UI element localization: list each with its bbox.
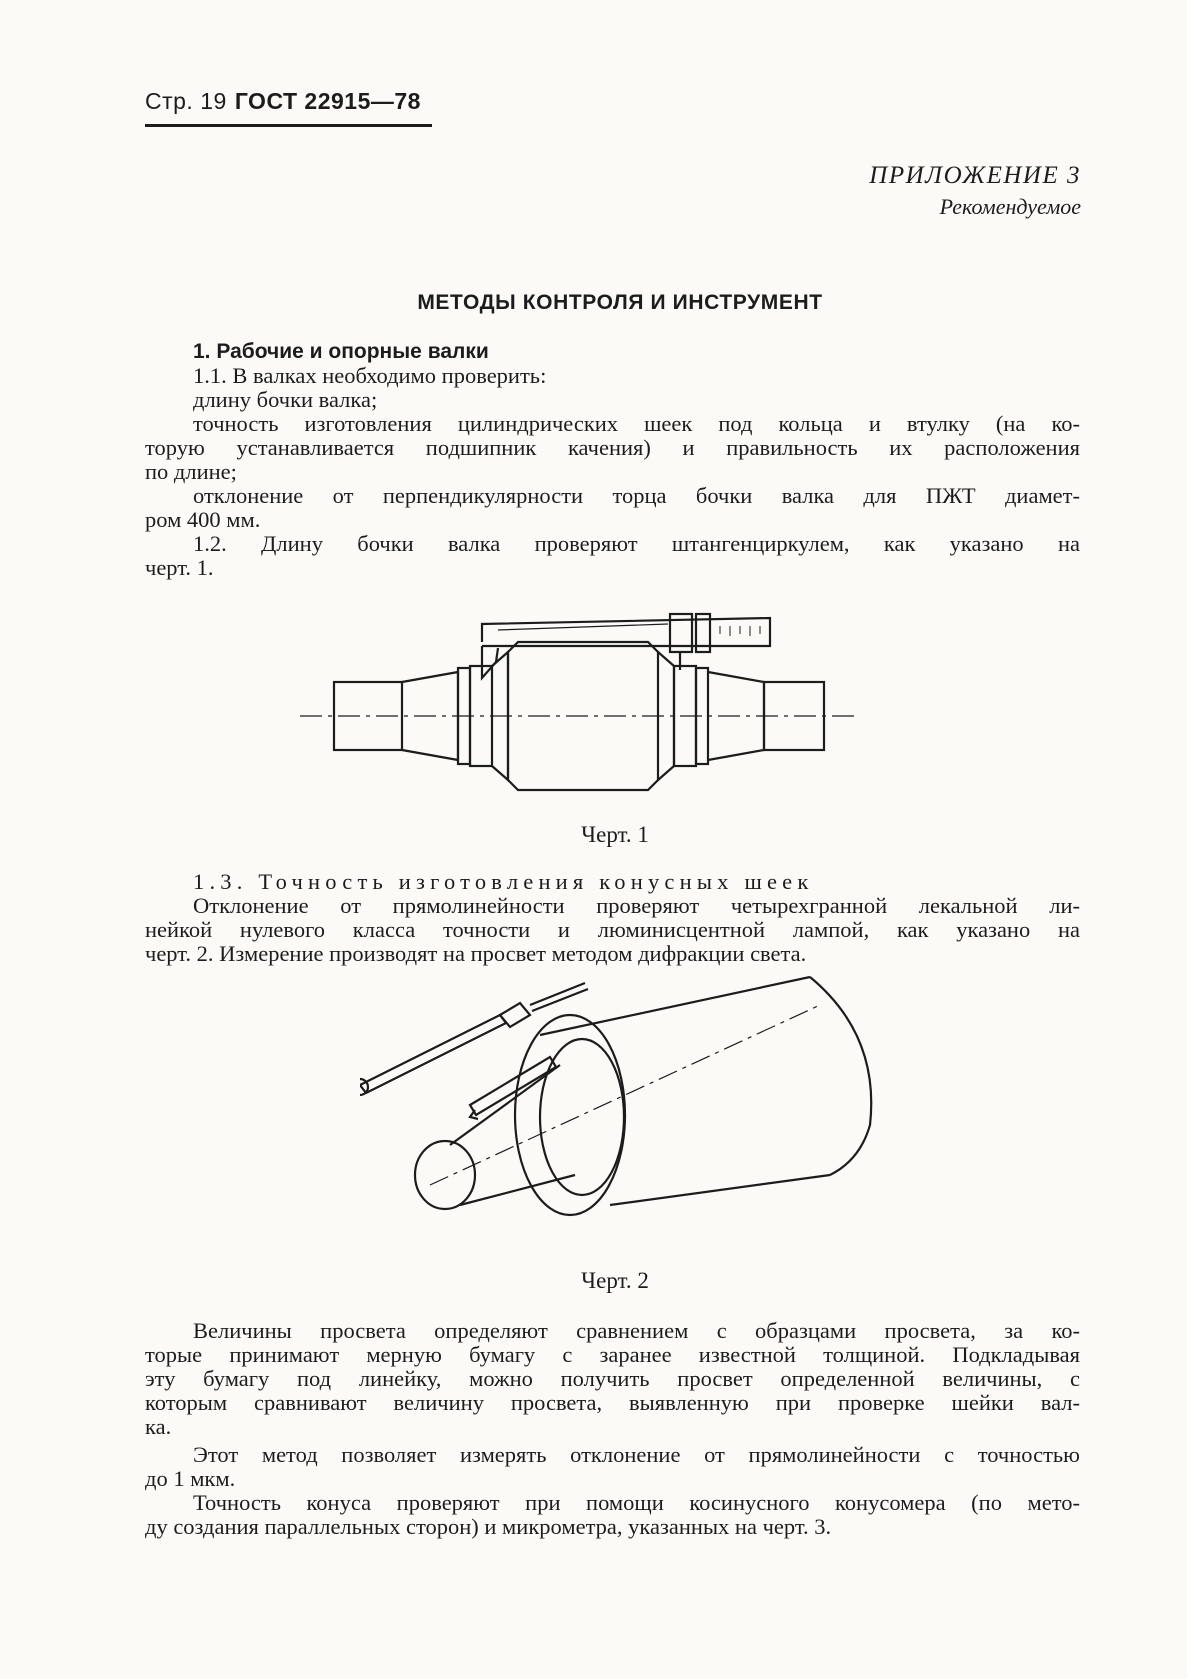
text-line: 1.2. Длину бочки валка проверяют штангенциркулем, как указано на: [193, 531, 1080, 556]
text-line: длину бочки валка;: [193, 387, 378, 412]
text-line: нейкой нулевого класса точности и люминисцентной лампой, как указано на: [145, 917, 1080, 942]
text-line: Величины просвета определяют сравнением с образцами просвета, за ко-: [193, 1318, 1080, 1343]
document-number: ГОСТ 22915—78: [234, 88, 421, 114]
figure-1-caption: Черт. 1: [581, 822, 649, 847]
text-line: точность изготовления цилиндрических шеек под кольца и втулку (на ко-: [193, 411, 1080, 436]
appendix-status: Рекомендуемое: [939, 194, 1081, 219]
text-line: черт. 2. Измерение производят на просвет методом дифракции света.: [145, 941, 807, 966]
text-line: отклонение от перпендикулярности торца бочки валка для ПЖТ диамет-: [193, 483, 1080, 508]
text-line: ка.: [145, 1414, 172, 1439]
page-header: [145, 88, 421, 115]
subsection-heading: 1.3. Точность изготовления конусных шеек: [193, 869, 814, 894]
page-number: Стр. 19: [145, 88, 227, 114]
text-line: 1.1. В валках необходимо проверить:: [193, 363, 547, 388]
text-line: ду создания параллельных сторон) и микрометра, указанных на черт. 3.: [145, 1514, 832, 1539]
figure-2-caption: Черт. 2: [581, 1268, 649, 1293]
text-line: черт. 1.: [145, 555, 214, 580]
text-line: Отклонение от прямолинейности проверяют четырехгранной лекальной ли-: [193, 893, 1080, 918]
text-line: по длине;: [145, 459, 237, 484]
text-line: которым сравнивают величину просвета, выявленную при проверке шейки вал-: [145, 1390, 1080, 1415]
text-line: торые принимают мерную бумагу с заранее известной толщиной. Подкладывая: [145, 1342, 1080, 1367]
text-line: эту бумагу под линейку, можно получить просвет определенной величины, с: [145, 1366, 1080, 1391]
text-line: Этот метод позволяет измерять отклонение от прямолинейности с точностью: [193, 1442, 1080, 1467]
section-heading: 1. Рабочие и опорные валки: [193, 340, 489, 363]
appendix-label: [869, 160, 1081, 222]
page-title: МЕТОДЫ КОНТРОЛЯ И ИНСТРУМЕНТ: [417, 291, 823, 314]
text-line: Точность конуса проверяют при помощи косинусного конусомера (по мето-: [193, 1490, 1080, 1515]
header-rule: [145, 124, 432, 127]
figure-1-roll-drawing: [300, 600, 860, 810]
text-line: торую устанавливается подшипник качения) и правильность их расположения: [145, 435, 1080, 460]
text-line: до 1 мкм.: [145, 1466, 236, 1491]
text-line: ром 400 мм.: [145, 507, 261, 532]
appendix-number: ПРИЛОЖЕНИЕ 3: [869, 162, 1081, 189]
figure-2-cone-drawing: [360, 975, 880, 1255]
